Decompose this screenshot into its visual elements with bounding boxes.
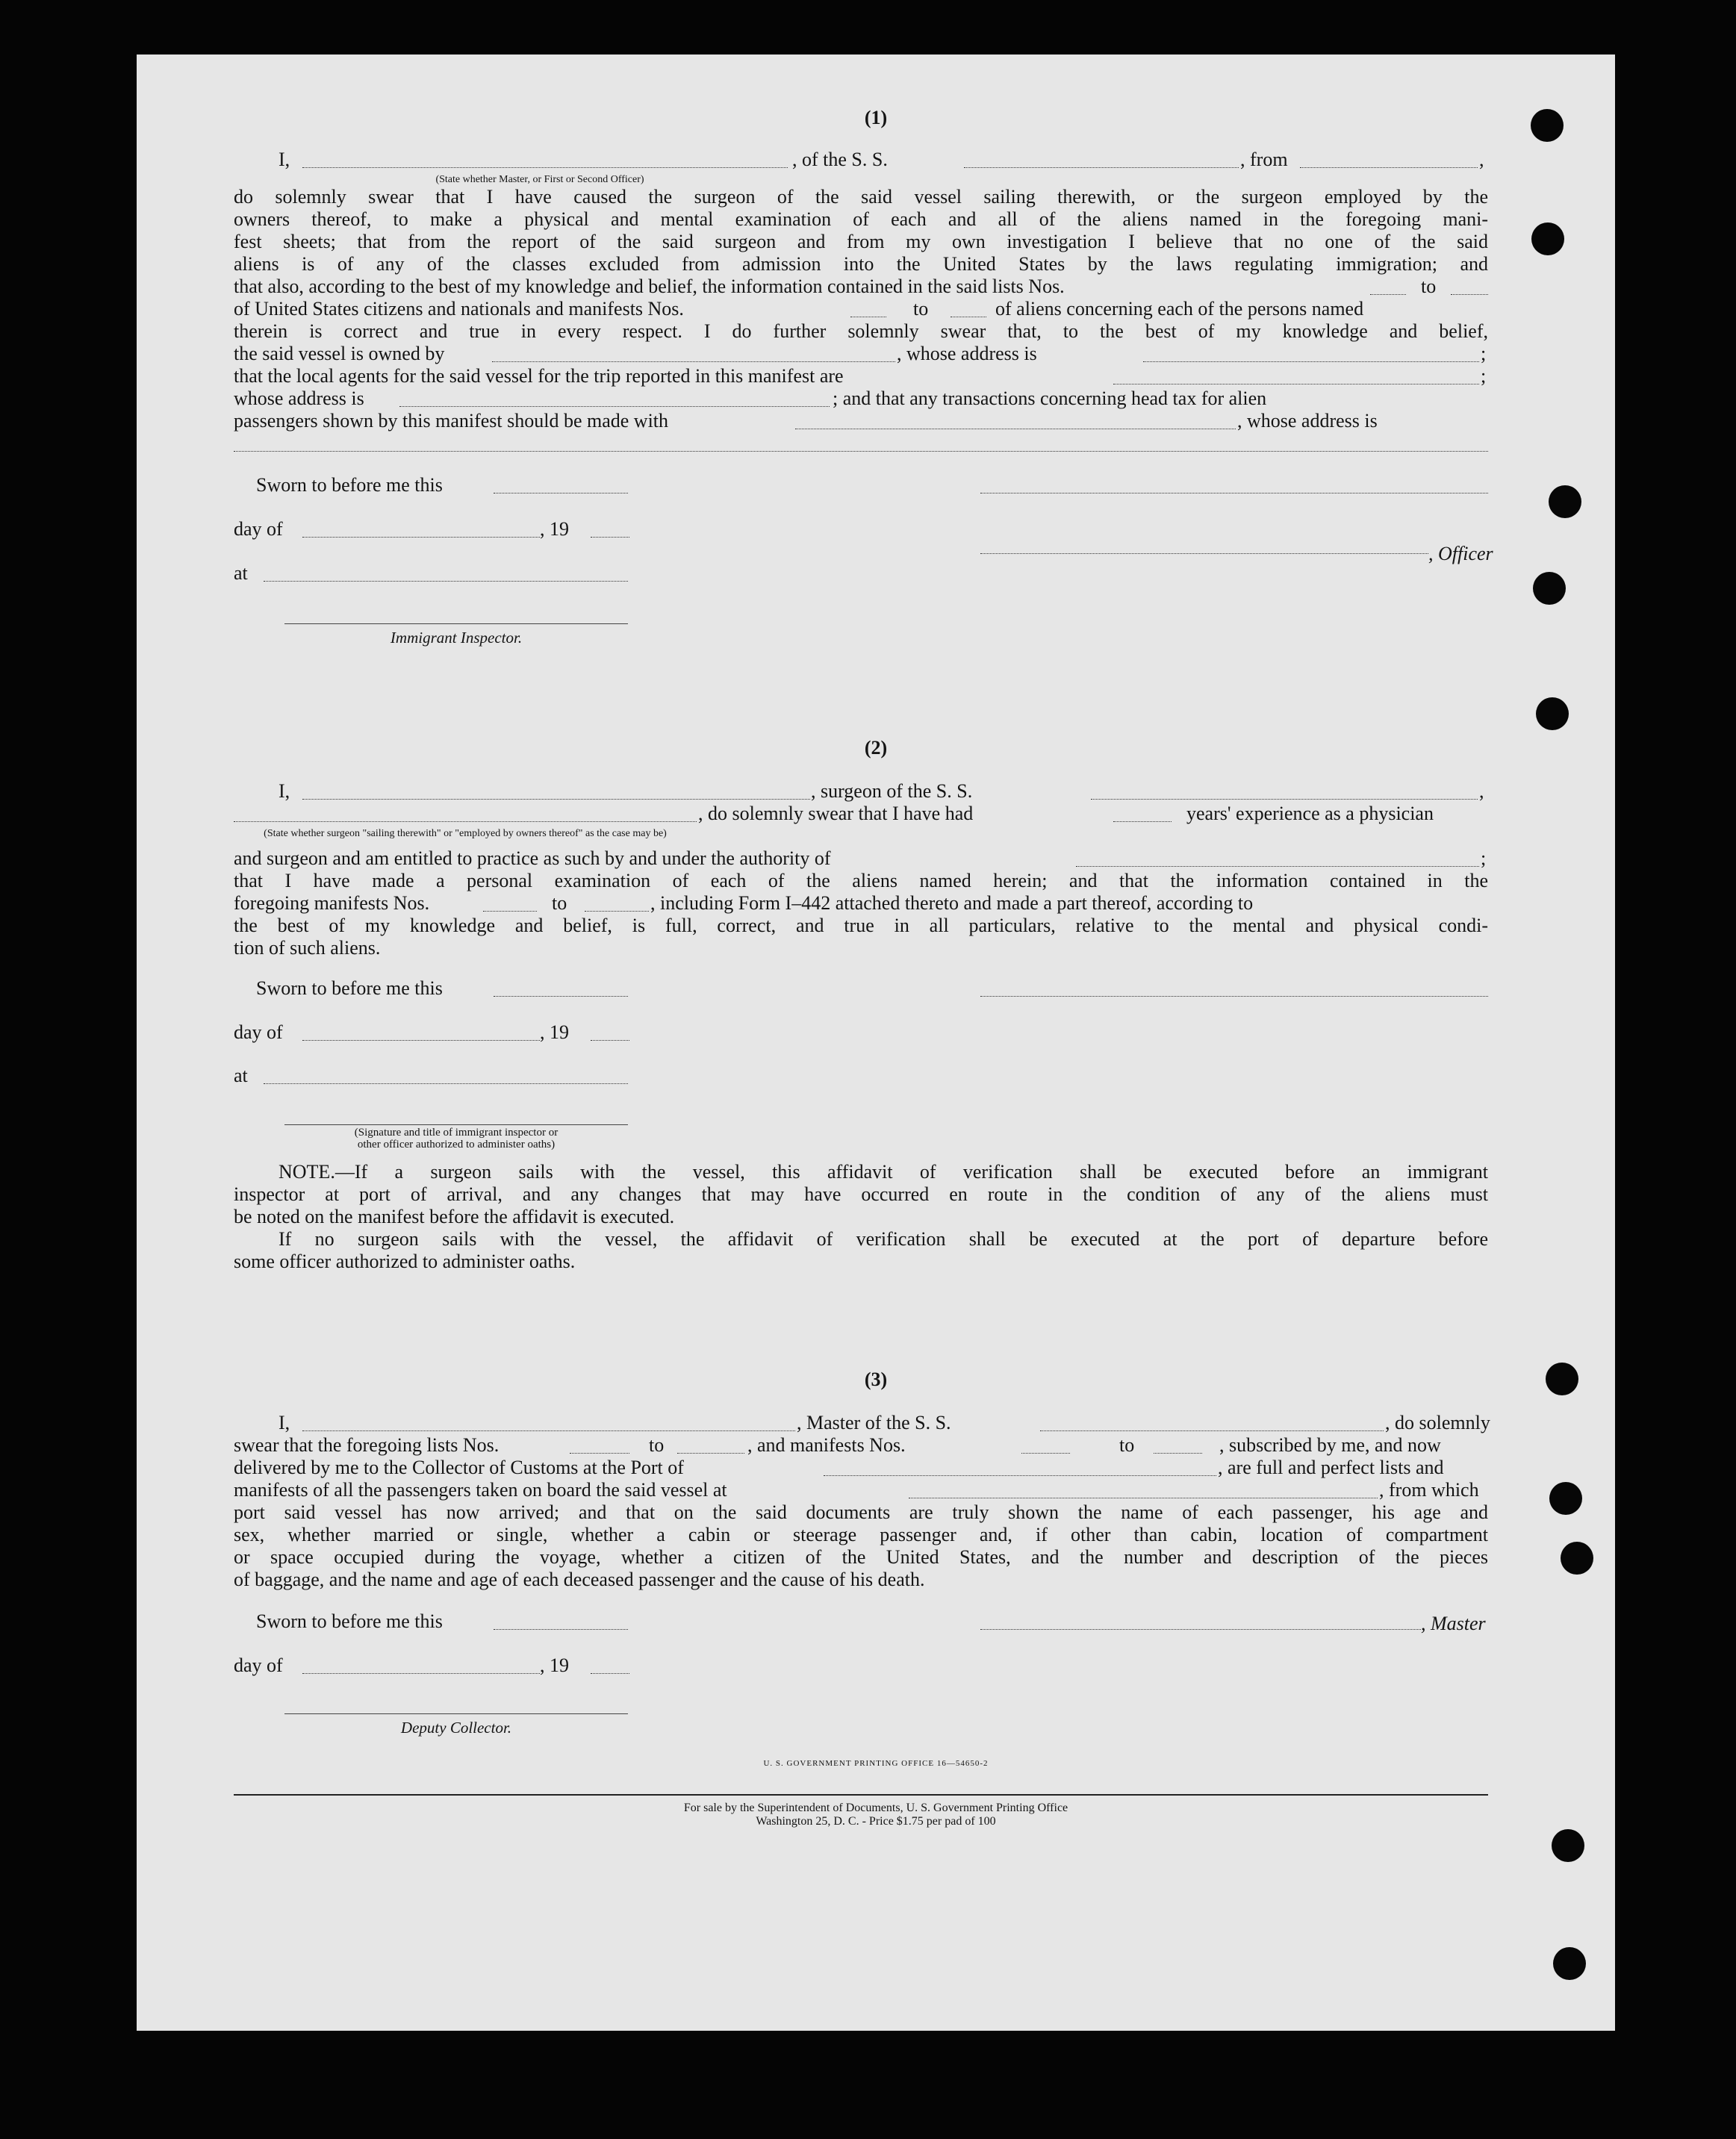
s3-manifests-from-field[interactable] [1021,1453,1070,1454]
s3-from-which: , from which [1379,1479,1479,1501]
s2-manifests-from-field[interactable] [483,911,537,912]
section-3-number: (3) [864,1369,888,1390]
s1-agents-text: that the local agents for the said vessel for the trip reported in this manifest are [234,365,844,387]
binder-hole [1536,697,1569,730]
section-1-number: (1) [864,107,888,128]
s2-manifests-text: foregoing manifests Nos. [234,892,430,914]
binder-hole [1549,1482,1582,1515]
s3-sworn-field[interactable] [494,1629,628,1630]
s3-port-field[interactable] [824,1475,1216,1476]
s1-from-label: , from [1240,149,1288,170]
s1-year-field[interactable] [591,537,629,538]
s1-at-label: at [234,562,248,584]
s2-authority-field[interactable] [1076,866,1479,867]
s3-solemnly: , do solemnly [1385,1412,1490,1433]
s1-i-label: I, [279,149,290,170]
s2-years-field[interactable] [1113,821,1172,822]
s1-officer-field[interactable] [302,167,788,168]
s2-comma: , [1479,780,1484,802]
binder-hole [1549,485,1581,518]
footer-rule [234,1794,1488,1796]
s2-inspector-signature-field[interactable] [284,1124,628,1125]
s3-manifests-to-field[interactable] [1154,1453,1202,1454]
s3-name-field[interactable] [302,1430,795,1431]
s1-officer-label: , Officer [1428,543,1493,564]
s2-year-field[interactable] [591,1040,629,1041]
binder-hole [1552,1829,1584,1862]
s3-master-label: , Master of the S. S. [797,1412,951,1433]
s1-para-line: aliens is of any of the classes excluded from admission into the United States by the laws regulating immigration; and [234,253,1488,275]
s1-comma: , [1479,149,1484,170]
s1-para-line: owners thereof, to make a physical and mental examination of each and all of the aliens named in the foregoing mani- [234,208,1488,230]
binder-hole [1531,109,1564,142]
s2-years-text: years' experience as a physician [1186,803,1434,824]
s2-capacity-field[interactable] [234,821,697,822]
s3-manifests-to: to [1119,1434,1135,1456]
s2-day-label: day of [234,1021,283,1043]
s2-note-line: inspector at port of arrival, and any changes that may have occurred en route in the condition of any of the aliens must [234,1183,1488,1205]
s3-year-field[interactable] [591,1673,629,1674]
s3-lists-to: to [649,1434,665,1456]
s3-master-title: , Master [1421,1613,1486,1634]
s1-inspector-signature-field[interactable] [284,623,628,624]
s2-semicolon: ; [1481,847,1487,869]
s2-i-label: I, [279,780,290,802]
binder-hole [1533,572,1566,605]
s2-manifests-to: to [552,892,567,914]
s2-swear-text: , do solemnly swear that I have had [698,803,974,824]
s1-inspector-label: Immigrant Inspector. [390,629,523,647]
s1-owner-address-label: , whose address is [897,343,1037,364]
s3-para-line: port said vessel has now arrived; and that on the said documents are truly shown the name of each passenger, his age and [234,1501,1488,1523]
s3-day-field[interactable] [302,1673,540,1674]
s1-officer-title-field[interactable] [980,553,1428,554]
s3-para-last: of baggage, and the name and age of each deceased passenger and the cause of his death. [234,1569,925,1590]
s1-day-field[interactable] [302,537,540,538]
s2-sig-note: (Signature and title of immigrant inspector or [354,1127,559,1139]
s2-note-line: NOTE.—If a surgeon sails with the vessel, this affidavit of verification shall be executed before an immigrant [279,1161,1488,1183]
s3-para-line: or space occupied during the voyage, whether a citizen of the United States, and the number and description of the pieces [234,1546,1488,1568]
s2-sworn-label: Sworn to before me this [256,977,443,999]
s1-headtax-text: ; and that any transactions concerning head tax for alien [833,387,1267,409]
binder-hole [1561,1542,1593,1575]
s2-para-last: tion of such aliens. [234,937,381,959]
s1-lists-to-field[interactable] [1451,294,1488,295]
s3-manifests-text: , and manifests Nos. [747,1434,906,1456]
s1-ss-label: , of the S. S. [792,149,888,170]
s1-para-line: do solemnly swear that I have caused the surgeon of the said vessel sailing therewith, or the surgeon employed by the [234,186,1488,208]
s3-collector-label: Deputy Collector. [400,1719,512,1737]
gpo-imprint: U. S. GOVERNMENT PRINTING OFFICE 16—54650-2 [763,1759,989,1768]
s1-from-field[interactable] [1300,167,1478,168]
s3-lists-from-field[interactable] [570,1453,629,1454]
sale-notice-line: Washington 25, D. C. - Price $1.75 per pad of 100 [756,1815,996,1828]
s2-year-label: , 19 [540,1021,569,1043]
s3-year-label: , 19 [540,1654,569,1676]
s2-name-field[interactable] [302,799,810,800]
s1-agents-address-field[interactable] [399,406,830,407]
s3-sworn-label: Sworn to before me this [256,1610,443,1632]
s1-owner-address-field[interactable] [1143,361,1479,362]
s2-if-no-last: some officer authorized to administer oaths. [234,1251,576,1272]
binder-hole [1553,1947,1586,1980]
s2-including-text: , including Form I–442 attached thereto and made a part thereof, according to [650,892,1254,914]
s1-citizens-text: of United States citizens and nationals and manifests Nos. [234,298,684,320]
s2-para-line: the best of my knowledge and belief, is full, correct, and true in all particulars, relative to the mental and physical condi- [234,915,1488,936]
s2-sworn-field[interactable] [494,996,628,997]
s3-subscribed-text: , subscribed by me, and now [1219,1434,1441,1456]
s2-if-no-line: If no surgeon sails with the vessel, the affidavit of verification shall be executed at the port of departure before [279,1228,1488,1250]
s2-para-line: that I have made a personal examination of each of the aliens named herein; and that the information contained in the [234,870,1488,891]
s2-surgeon-note: (State whether surgeon "sailing therewith" or "employed by owners thereof" as the case may be) [264,828,667,839]
s1-vessel-field[interactable] [964,167,1239,168]
s2-authority-text: and surgeon and am entitled to practice as such by and under the authority of [234,847,831,869]
s1-also-text: that also, according to the best of my knowledge and belief, the information contained in the said lists Nos. [234,275,1065,297]
s2-surgeon-label: , surgeon of the S. S. [811,780,973,802]
form-page [137,55,1615,2031]
section-2-number: (2) [864,737,888,759]
s2-at-field[interactable] [264,1083,628,1084]
s2-surgeon-signature-field[interactable] [980,996,1488,997]
s3-day-label: day of [234,1654,283,1676]
s2-at-label: at [234,1065,248,1086]
s1-also-to: to [1421,275,1437,297]
s3-lists-to-field[interactable] [677,1453,744,1454]
s1-address-field[interactable] [234,451,1488,452]
s2-note-last: be noted on the manifest before the affidavit is executed. [234,1206,675,1227]
s1-at-field[interactable] [264,581,628,582]
s3-collector-text: delivered by me to the Collector of Customs at the Port of [234,1457,684,1478]
s1-semicolon: ; [1481,365,1487,387]
s1-sworn-field[interactable] [494,493,628,494]
s2-manifests-to-field[interactable] [585,911,649,912]
s1-day-label: day of [234,518,283,540]
binder-hole [1531,222,1564,255]
s1-lists-from-field[interactable] [1370,294,1406,295]
s1-passengers-end: , whose address is [1237,410,1378,432]
s3-master-signature-field[interactable] [980,1629,1421,1630]
s3-para-line: sex, whether married or single, whether a cabin or steerage passenger and, if other than cabin, location of compartment [234,1524,1488,1545]
s3-collector-signature-field[interactable] [284,1713,628,1714]
s1-whose-text: whose address is [234,387,364,409]
binder-hole [1546,1363,1578,1395]
s2-vessel-field[interactable] [1091,799,1478,800]
s2-day-field[interactable] [302,1040,540,1041]
s1-therein-text: therein is correct and true in every respect. I do further solemnly swear that, to the best of my knowledge and belief, [234,320,1488,342]
s1-para-line: fest sheets; that from the report of the said surgeon and from my own investigation I believe that no one of the said [234,231,1488,252]
s1-passengers-text: passengers shown by this manifest should be made with [234,410,669,432]
s1-semicolon: ; [1481,343,1487,364]
s1-citizens-end: of aliens concerning each of the persons named [995,298,1364,320]
s3-lists-text: swear that the foregoing lists Nos. [234,1434,500,1456]
s3-vessel-field[interactable] [1040,1430,1384,1431]
s3-i-label: I, [279,1412,290,1433]
s1-sworn-label: Sworn to before me this [256,474,443,496]
s1-owner-field[interactable] [492,361,895,362]
s3-taken-text: manifests of all the passengers taken on board the said vessel at [234,1479,727,1501]
s1-citizens-to: to [913,298,929,320]
s1-master-note: (State whether Master, or First or Second Officer) [435,174,644,185]
s1-officer-signature-field[interactable] [980,493,1488,494]
s2-sig-note: other officer authorized to administer oaths) [357,1139,556,1151]
s1-year-label: , 19 [540,518,569,540]
sale-notice-line: For sale by the Superintendent of Documents, U. S. Government Printing Office [683,1802,1068,1814]
s1-owned-text: the said vessel is owned by [234,343,445,364]
s3-perfect-text: , are full and perfect lists and [1218,1457,1444,1478]
